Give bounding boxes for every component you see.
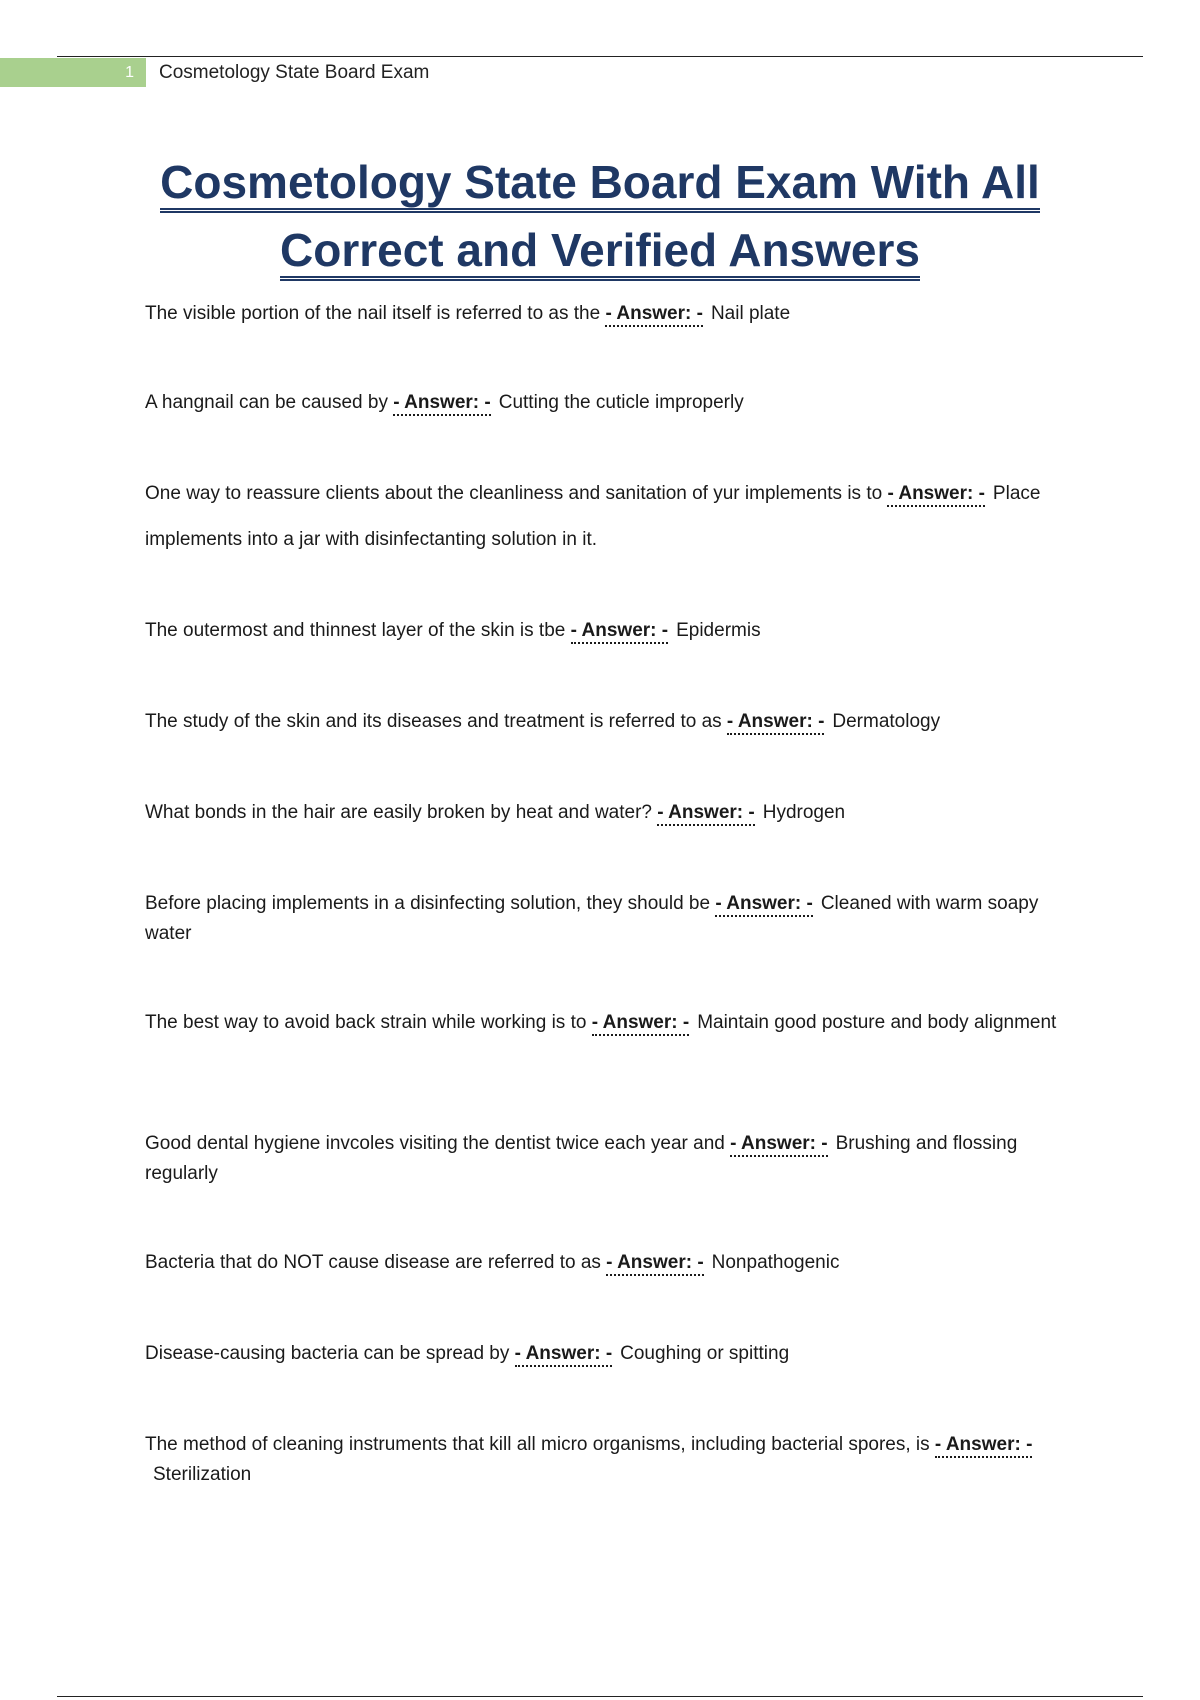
answer-label: - Answer: - — [605, 303, 702, 327]
answer-text: Cleaned with warm soapy water — [145, 893, 1039, 944]
answer-text: Nonpathogenic — [711, 1252, 840, 1273]
document-title-line1: Cosmetology State Board Exam With All — [160, 156, 1040, 213]
answer-text: Nail plate — [710, 303, 791, 324]
footer-rule — [57, 1696, 1143, 1697]
answer-text: Hydrogen — [762, 802, 846, 823]
qa-item-9 — [145, 1129, 1060, 1189]
qa-item-10 — [145, 1248, 1060, 1278]
question-text: What bonds in the hair are easily broken by heat and water? — [145, 802, 652, 823]
answer-label: - Answer: - — [887, 483, 984, 507]
qa-item-11 — [145, 1339, 1060, 1369]
header-rule — [57, 56, 1143, 57]
document-title-line2: Correct and Verified Answers — [280, 224, 920, 281]
question-text: Disease-causing bacteria can be spread by — [145, 1343, 510, 1364]
answer-text: Brushing and flossing regularly — [145, 1133, 1018, 1184]
question-text: The best way to avoid back strain while working is to — [145, 1012, 587, 1033]
question-text: Good dental hygiene invcoles visiting the dentist twice each year and — [145, 1133, 725, 1154]
answer-text: Place implements into a jar with disinfectanting solution in it. — [145, 483, 1041, 550]
question-text: One way to reassure clients about the cleanliness and sanitation of yur implements is to — [145, 483, 883, 504]
document-title — [100, 148, 1100, 284]
answer-label: - Answer: - — [592, 1012, 689, 1036]
qa-item-4 — [145, 616, 1060, 646]
question-text: Before placing implements in a disinfecting solution, they should be — [145, 893, 711, 914]
qa-item-7 — [145, 889, 1060, 949]
answer-label: - Answer: - — [606, 1252, 703, 1276]
answer-text: Sterilization — [153, 1464, 252, 1485]
question-text: The visible portion of the nail itself is referred to as the — [145, 303, 601, 324]
question-text: The study of the skin and its diseases and treatment is referred to as — [145, 711, 722, 732]
answer-text: Cutting the cuticle improperly — [498, 392, 744, 413]
qa-item-5 — [145, 707, 1060, 737]
qa-item-8 — [145, 1008, 1060, 1038]
qa-item-12 — [145, 1430, 1060, 1490]
answer-label: - Answer: - — [515, 1343, 612, 1367]
answer-text: Maintain good posture and body alignment — [697, 1012, 1057, 1033]
question-text: The method of cleaning instruments that kill all micro organisms, including bacterial spores, is — [145, 1434, 930, 1455]
answer-label: - Answer: - — [935, 1434, 1032, 1458]
page-number-tab: 1 — [0, 58, 146, 87]
question-text: Bacteria that do NOT cause disease are referred to as — [145, 1252, 601, 1273]
answer-label: - Answer: - — [393, 392, 490, 416]
qa-item-2 — [145, 388, 1060, 418]
qa-item-3 — [145, 471, 1060, 563]
running-header-title: Cosmetology State Board Exam — [159, 62, 430, 83]
answer-text: Coughing or spitting — [620, 1343, 790, 1364]
answer-label: - Answer: - — [571, 620, 668, 644]
answer-label: - Answer: - — [657, 802, 754, 826]
answer-text: Epidermis — [676, 620, 761, 641]
question-text: The outermost and thinnest layer of the skin is tbe — [145, 620, 566, 641]
answer-text: Dermatology — [832, 711, 941, 732]
answer-label: - Answer: - — [715, 893, 812, 917]
qa-item-1 — [145, 299, 1060, 329]
qa-item-6 — [145, 798, 1060, 828]
answer-label: - Answer: - — [730, 1133, 827, 1157]
answer-label: - Answer: - — [727, 711, 824, 735]
question-text: A hangnail can be caused by — [145, 392, 388, 413]
